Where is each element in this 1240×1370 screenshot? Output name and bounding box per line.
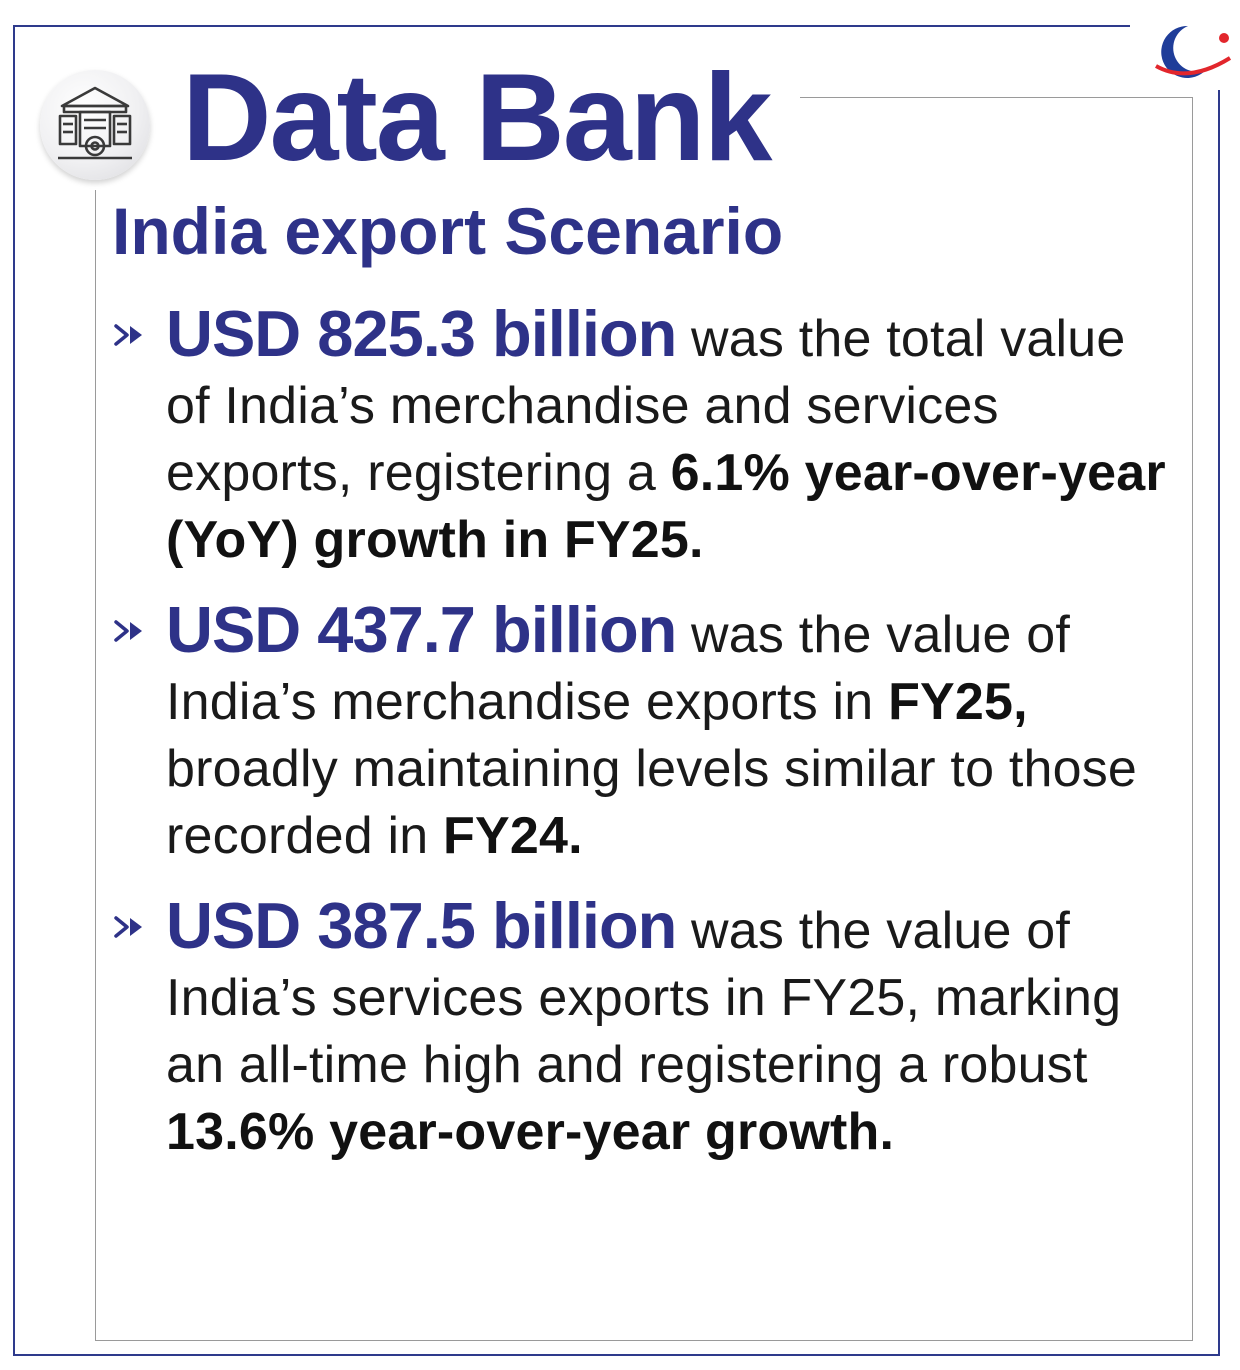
bullet-emphasis: 6.1% year-over-year (YoY) growth in FY25. (166, 444, 1166, 569)
bullet-amount: USD 825.3 billion (166, 297, 677, 370)
data-bank-building-icon (54, 82, 136, 168)
double-chevron-right-icon (112, 322, 152, 348)
double-chevron-right-icon (112, 914, 152, 940)
list-item (112, 889, 1182, 1166)
bullet-emphasis: FY24. (443, 807, 583, 865)
bullet-text: broadly maintaining levels similar to those recorded in (166, 740, 1138, 865)
double-chevron-right-icon (112, 618, 152, 644)
bullet-emphasis: 13.6% year-over-year growth. (166, 1103, 895, 1161)
bullet-list (112, 297, 1182, 1188)
bullet-amount: USD 387.5 billion (166, 889, 677, 962)
bullet-emphasis: FY25, (888, 673, 1028, 731)
bullet-text: was the total value of India’s merchandise and services exports, registering a (166, 310, 1126, 502)
bullet-paragraph (166, 889, 1182, 1166)
brand-logo-icon (1148, 18, 1238, 88)
bullet-text: was the value of India’s merchandise exports in (166, 606, 1071, 731)
bullet-amount: USD 437.7 billion (166, 593, 677, 666)
bullet-text: was the value of India’s services exports in FY25, marking an all-time high and registering a robust (166, 902, 1122, 1094)
bullet-paragraph (166, 297, 1182, 574)
bullet-paragraph (166, 593, 1182, 870)
list-item (112, 593, 1182, 870)
header-badge (40, 70, 150, 180)
page-title: Data Bank (182, 49, 771, 187)
page-subtitle: India export Scenario (112, 194, 784, 268)
list-item (112, 297, 1182, 574)
